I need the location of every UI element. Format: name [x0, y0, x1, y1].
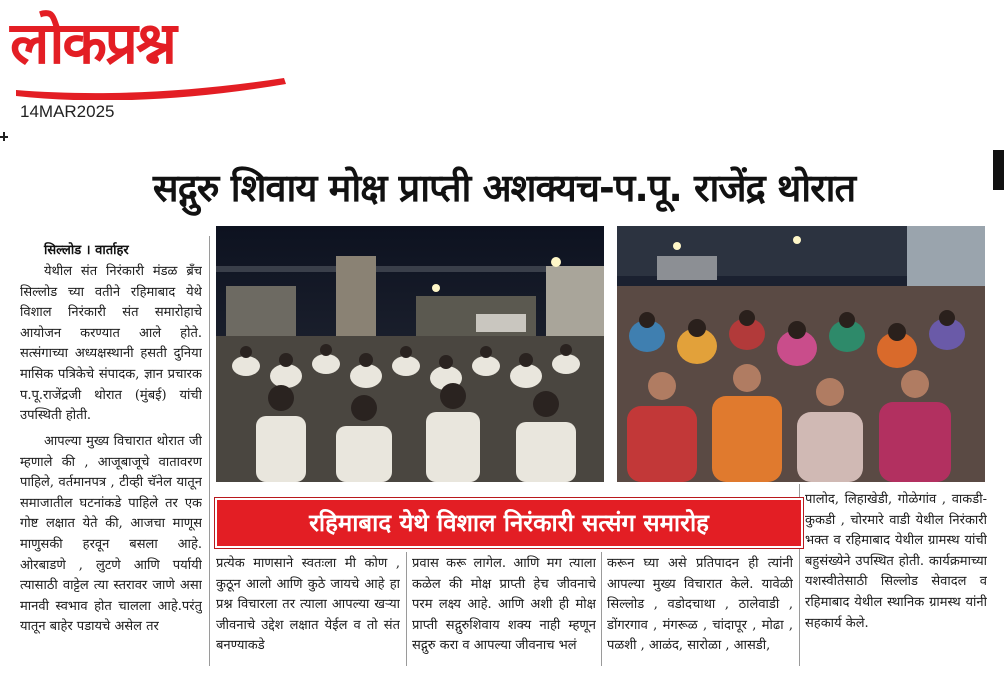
subheading-banner: [215, 498, 803, 548]
event-photo-men: [216, 226, 604, 482]
article-paragraph: प्रत्येक माणसाने स्वतःला मी कोण , कुठून आलो आणि कुठे जायचे आहे हा प्रश्न विचारला तर त्याला आपल्या खऱ्या जीवनाचे उद्देश लक्षात येईल व तो संत बनण्याकडे: [216, 556, 400, 654]
column-rule: [601, 552, 602, 666]
article-paragraph: प्रवास करू लागेल. आणि मग त्याला कळेल की मोक्ष प्राप्ती हेच जीवनाचे परम लक्ष्य आहे. आणि अशी ही मोक्ष प्राप्ती सद्गुरुशिवाय शक्य नाही म्हणून सद्गुरु करा व आपल्या जीवनाच भलं: [412, 556, 596, 654]
masthead: [10, 4, 290, 102]
event-photo-women: [617, 226, 985, 482]
column-rule: [209, 236, 210, 666]
article-paragraph: पालोद, लिहाखेडी, गोळेगांव , वाकडी-कुकडी , चोरमारे वाडी येथील निरंकारी भक्त व रहिमाबाद येथील ग्रामस्थ यांची बहुसंख्येने उपस्थित होती. कार्यक्रमाच्या यशस्वीतेसाठी सिल्लोड सेवादल व रहिमाबाद येथील स्थानिक ग्रामस्थ यांनी सहकार्य केले.: [805, 492, 987, 631]
column-rule: [406, 552, 407, 666]
adjacent-article-fragment: [993, 150, 1004, 190]
article-paragraph: आपल्या मुख्य विचारात थोरात जी म्हणाले की , आजूबाजूचे वातावरण पाहिले, वर्तमानपत्र , टीव्ही चॅनेल यातून समाजातील घटनांकडे पाहिले तर एक गोष्ट लक्षात येते की, आजचा माणूस माणुसकी हरवून बसला आहे. ओरबाडणे , लुटणे आणि पर्यायी त्यासाठी वाट्टेल त्या स्तरावर जाणे असा मानवी स्वभाव होत चालला आहे.परंतु यातून बाहेर पडायचे असेल तर: [20, 434, 202, 635]
article-paragraph: येथील संत निरंकारी मंडळ ब्रँच सिल्लोड च्या वतीने रहिमाबाद येथे विशाल निरंकारी संत समारोहाचे आयोजन करण्यात आले होते. सत्संगाच्या अध्यक्षस्थानी हसती दुनिया मासिक पत्रिकेचे संपादक, ज्ञान प्रचारक प.पू.राजेंद्रजी थोरात (मुंबई) यांची उपस्थिती होती.: [20, 264, 202, 424]
masthead-logo: लोकप्रश्न: [10, 9, 175, 77]
article-subheading: रहिमाबाद येथे विशाल निरंकारी सत्संग समारोह: [309, 509, 709, 537]
masthead-swoosh: [10, 56, 290, 100]
issue-date: 14MAR2025: [20, 102, 115, 121]
article-dateline: सिल्लोड । वार्ताहर: [44, 243, 129, 258]
article-headline: सद्गुरु शिवाय मोक्ष प्राप्ती अशक्यच-प.पू. राजेंद्र थोरात: [152, 166, 856, 210]
article-paragraph: करून घ्या असे प्रतिपादन ही त्यांनी आपल्या मुख्य विचारात केले. यावेळी सिल्लोड , वडोदचाथा , ठालेवाडी , डोंगरगाव , मंगरूळ , चांदापूर , मोढा , पळशी , आळंद, सारोळा , आसडी,: [607, 556, 793, 654]
crop-mark-vertical: [3, 132, 5, 141]
